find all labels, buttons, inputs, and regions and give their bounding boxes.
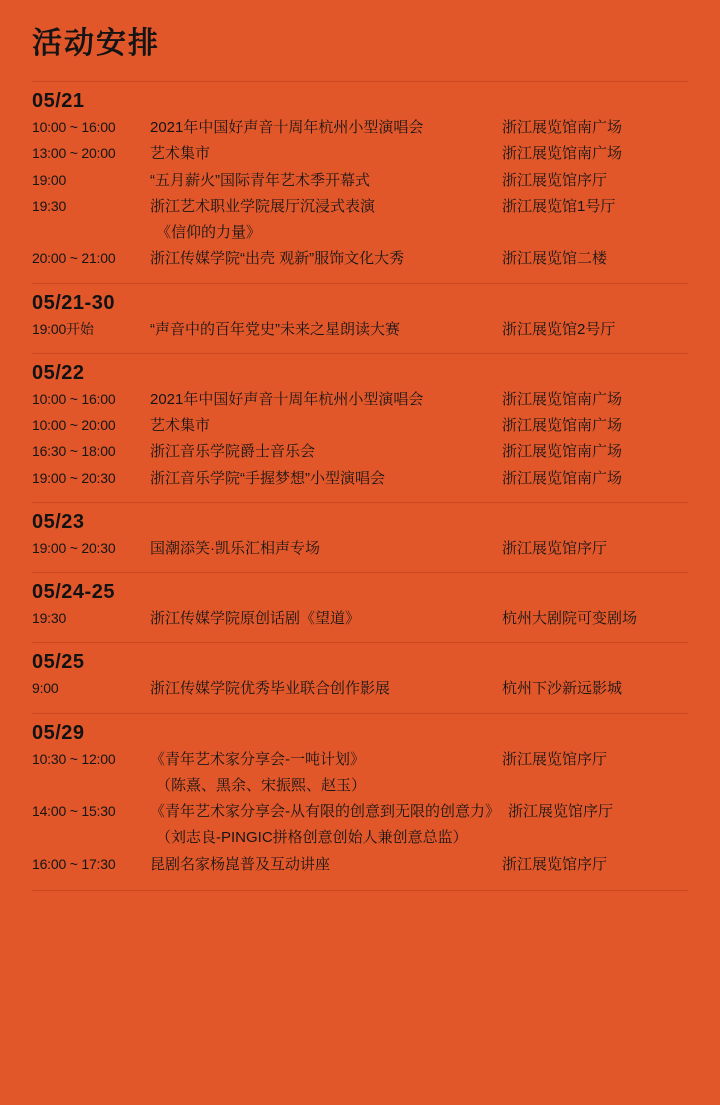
day-label: 05/29 bbox=[32, 721, 85, 744]
event-time: 20:00 ~ 21:00 bbox=[32, 250, 116, 267]
event-row bbox=[32, 606, 688, 632]
event-row bbox=[32, 317, 688, 343]
event-venue: 浙江展览馆南广场 bbox=[502, 469, 623, 487]
day-block bbox=[32, 283, 688, 353]
schedule-list bbox=[32, 81, 688, 888]
event-venue: 浙江展览馆序厅 bbox=[502, 855, 608, 873]
event-row bbox=[32, 220, 688, 246]
event-time: 19:00 ~ 20:30 bbox=[32, 539, 116, 556]
event-name: “声音中的百年党史”未来之星朗读大赛 bbox=[150, 320, 400, 338]
event-name: （陈熹、黑余、宋振熙、赵玉） bbox=[156, 776, 367, 794]
event-row bbox=[32, 747, 688, 773]
event-venue: 浙江展览馆2号厅 bbox=[502, 320, 616, 338]
event-venue: 浙江展览馆序厅 bbox=[508, 803, 614, 820]
event-name: 浙江音乐学院爵士音乐会 bbox=[150, 443, 316, 461]
event-venue: 浙江展览馆南广场 bbox=[502, 145, 623, 163]
event-time: 10:00 ~ 16:00 bbox=[32, 390, 116, 407]
event-venue: 浙江展览馆南广场 bbox=[502, 119, 623, 136]
event-name: 《信仰的力量》 bbox=[156, 224, 262, 241]
day-label: 05/23 bbox=[32, 510, 85, 533]
event-name: 昆剧名家杨崑普及互动讲座 bbox=[150, 855, 331, 873]
event-time: 13:00 ~ 20:00 bbox=[32, 145, 116, 162]
event-row bbox=[32, 246, 688, 272]
event-name: 《青年艺术家分享会-从有限的创意到无限的创意力》 bbox=[150, 803, 500, 820]
event-venue: 浙江展览馆序厅 bbox=[502, 539, 608, 557]
event-name: 浙江传媒学院“出壳 观新”服饰文化大秀 bbox=[150, 250, 405, 268]
event-name: 浙江音乐学院“手握梦想”小型演唱会 bbox=[150, 469, 385, 487]
event-venue: 浙江展览馆1号厅 bbox=[502, 197, 616, 215]
day-block bbox=[32, 81, 688, 283]
event-time: 19:30 bbox=[32, 610, 67, 626]
event-time: 19:00 bbox=[32, 171, 67, 188]
event-name: 《青年艺术家分享会-一吨计划》 bbox=[150, 750, 365, 768]
event-row bbox=[32, 115, 688, 141]
event-time: 16:00 ~ 17:30 bbox=[32, 855, 116, 872]
event-row bbox=[32, 413, 688, 439]
event-name: 艺术集市 bbox=[150, 145, 211, 163]
day-block bbox=[32, 572, 688, 642]
event-row bbox=[32, 439, 688, 465]
event-time: 10:00 ~ 16:00 bbox=[32, 119, 116, 135]
event-name: 2021年中国好声音十周年杭州小型演唱会 bbox=[150, 119, 424, 136]
event-time: 19:00 ~ 20:30 bbox=[32, 469, 116, 486]
day-label: 05/21-30 bbox=[32, 291, 115, 314]
event-name: “五月薪火”国际青年艺术季开幕式 bbox=[150, 171, 370, 189]
event-time: 16:30 ~ 18:00 bbox=[32, 443, 116, 460]
event-row bbox=[32, 536, 688, 562]
event-time: 19:00开始 bbox=[32, 320, 94, 337]
event-row bbox=[32, 168, 688, 194]
day-block bbox=[32, 502, 688, 572]
bottom-divider bbox=[32, 890, 688, 891]
event-name: 国潮添笑·凯乐汇相声专场 bbox=[150, 539, 320, 557]
event-name: 2021年中国好声音十周年杭州小型演唱会 bbox=[150, 390, 424, 408]
event-venue: 杭州下沙新远影城 bbox=[502, 680, 623, 698]
event-row bbox=[32, 799, 688, 825]
event-venue: 浙江展览馆二楼 bbox=[502, 250, 608, 268]
event-venue: 浙江展览馆序厅 bbox=[502, 171, 608, 189]
day-label: 05/21 bbox=[32, 90, 85, 112]
day-label: 05/25 bbox=[32, 651, 85, 674]
event-row bbox=[32, 825, 688, 851]
event-time: 10:00 ~ 20:00 bbox=[32, 417, 116, 433]
event-row bbox=[32, 141, 688, 167]
event-name: 浙江传媒学院优秀毕业联合创作影展 bbox=[150, 680, 391, 698]
day-block bbox=[32, 642, 688, 712]
day-block bbox=[32, 713, 688, 888]
event-time: 14:00 ~ 15:30 bbox=[32, 803, 116, 819]
day-block bbox=[32, 353, 688, 502]
event-venue: 浙江展览馆南广场 bbox=[502, 417, 623, 434]
event-venue: 杭州大剧院可变剧场 bbox=[502, 610, 638, 627]
event-row bbox=[32, 387, 688, 413]
event-venue: 浙江展览馆序厅 bbox=[502, 750, 608, 768]
event-row bbox=[32, 194, 688, 220]
event-row bbox=[32, 466, 688, 492]
event-time: 9:00 bbox=[32, 680, 59, 697]
event-name: 艺术集市 bbox=[150, 417, 211, 434]
event-name: （刘志良-PINGIC拼格创意创始人兼创意总监） bbox=[156, 829, 468, 847]
day-label: 05/24-25 bbox=[32, 581, 115, 603]
event-name: 浙江艺术职业学院展厅沉浸式表演 bbox=[150, 197, 376, 215]
event-venue: 浙江展览馆南广场 bbox=[502, 443, 623, 461]
event-row bbox=[32, 676, 688, 702]
page-title: 活动安排 bbox=[32, 27, 160, 60]
event-time: 10:30 ~ 12:00 bbox=[32, 750, 116, 767]
event-time: 19:30 bbox=[32, 197, 67, 214]
event-name: 浙江传媒学院原创话剧《望道》 bbox=[150, 610, 361, 627]
event-row bbox=[32, 852, 688, 878]
day-label: 05/22 bbox=[32, 361, 85, 384]
event-venue: 浙江展览馆南广场 bbox=[502, 390, 623, 408]
event-row bbox=[32, 773, 688, 799]
